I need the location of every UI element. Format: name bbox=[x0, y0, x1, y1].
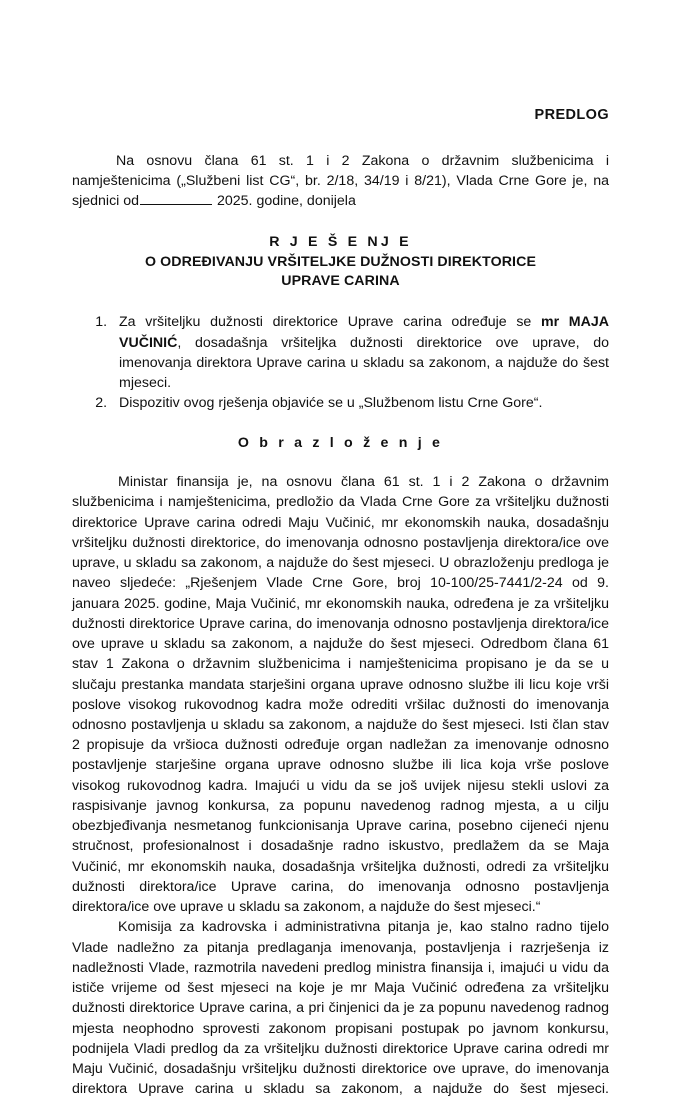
clause-2-text: Dispozitiv ovog rješenja objaviće se u „Službenom listu Crne Gore“. bbox=[119, 395, 543, 412]
document-header-label: PREDLOG bbox=[534, 107, 609, 123]
document-title-block bbox=[72, 233, 609, 291]
intro-text-part1: Na osnovu člana 61 st. 1 i 2 Zakona o državnim službenicima i namještenicima („Službeni list CG“, br. 2/18, 34/19 i 8/21), Vlada Crne Gore je, na sjednici od bbox=[72, 153, 609, 210]
document-content bbox=[72, 0, 609, 1120]
clause-1-appointee-name: mr MAJA VUČINIĆ bbox=[119, 314, 609, 351]
clause-item-1 bbox=[111, 312, 609, 393]
reasoning-paragraph-1: Ministar finansija je, na osnovu člana 61 st. 1 i 2 Zakona o državnim službenicima i namještenicima, predložio da Vlada Crne Gore za vršiteljku dužnosti direktorice Uprave carina odredi Maju Vučinić, mr ekonomskih nauka, dosadašnju vršiteljku dužnosti direktorice, do imenovanja odnosno postavljenja direktora/ice ove uprave, u skladu sa zakonom, a najduže do šest mjeseci. U obrazloženju predloga je naveo sljedeće: „Rješenjem Vlade Crne Gore, broj 10-100/25-7441/2-24 od 9. januara 2025. godine, Maja Vučinić, mr ekonomskih nauka, određena je za vršiteljku dužnosti direktorice Uprave carina, do imenovanja odnosno postavljenja direktora/ice ove uprave u skladu sa zakonom, a najduže do šest mjeseci. Odredbom člana 61 stav 1 Zakona o državnim službenicima i namještenicima propisano je da se u slučaju prestanka mandata starješini organa uprave odnosno službe ili licu koje vrši poslove visokog rukovodnog kadra može odrediti vršilac dužnosti do imenovanja odnosno postavljenja u skladu sa zakonom, a najduže do šest mjeseci. Isti član stav 2 propisuje da vršioca dužnosti određuje organ nadležan za imenovanje odnosno postavljenje starješine organa uprave odnosno službe ili lica koja vrše poslove visokog rukovodnog kadra. Imajući u vidu da se još uvijek nijesu stekli uslovi za raspisivanje javnog konkursa, za popunu navedenog radnog mjesta, a u cilju obezbjeđivanja nesmetanog funkcionisanja Uprave carina, posebno cijeneći njenu stručnost, profesionalnost i dosadašnje radno iskustvo, predlažem da se Maja Vučinić, mr ekonomskih nauka, dosadašnja vršiteljka dužnosti, odredi za vršiteljku dužnosti direktora/ice Uprave carina, do imenovanja odnosno postavljenja direktora/ice ove uprave u skladu sa zakonom, a najduže do šest mjeseci.“ bbox=[72, 474, 609, 916]
reasoning-paragraph-2: Komisija za kadrovska i administrativna pitanja je, kao stalno radno tijelo Vlade nadležno za pitanja predlaganja imenovanja, postavljenja i razrješenja iz nadležnosti Vlade, razmotrila navedeni predlog ministra finansija i, imajući u vidu da ističe vrijeme od šest mjeseci na koje je mr Maja Vučinić određena za vršiteljku dužnosti direktorice Uprave carina, a pri činjenici da je za popunu navedenog radnog mjesta neophodno sprovesti zakonom propisani postupak po javnom konkursu, podnijela Vladi predlog da za vršiteljku dužnosti direktorice Uprave carina odredi mr Maju Vučinić, dosadašnju vršiteljku dužnosti direktorice ove uprave, do imenovanja direktora Uprave carina u skladu sa zakonom, a najduže do šest mjeseci. bbox=[72, 919, 609, 1098]
title-line-subject: O ODREĐIVANJU VRŠITELJKE DUŽNOSTI DIREKTORICE bbox=[144, 253, 537, 270]
reasoning-heading: O b r a z l o ž e n j e bbox=[237, 435, 444, 452]
title-line-rjesenje: R J E Š E NJ E bbox=[269, 234, 412, 251]
intro-paragraph bbox=[72, 151, 609, 211]
intro-text-part2: 2025. godine, donijela bbox=[217, 193, 356, 210]
clause-1-text-after: , dosadašnja vršiteljka dužnosti direktorice ove uprave, do imenovanja direktora Uprave carina u skladu sa zakonom, a najduže do šest mjeseci. bbox=[119, 334, 609, 391]
date-blank-field[interactable] bbox=[140, 192, 212, 205]
clause-1-text-before: Za vršiteljku dužnosti direktorice Uprave carina određuje se bbox=[119, 314, 541, 331]
clauses-list bbox=[72, 312, 609, 413]
clause-item-2 bbox=[111, 393, 609, 413]
title-line-authority: UPRAVE CARINA bbox=[281, 273, 400, 290]
